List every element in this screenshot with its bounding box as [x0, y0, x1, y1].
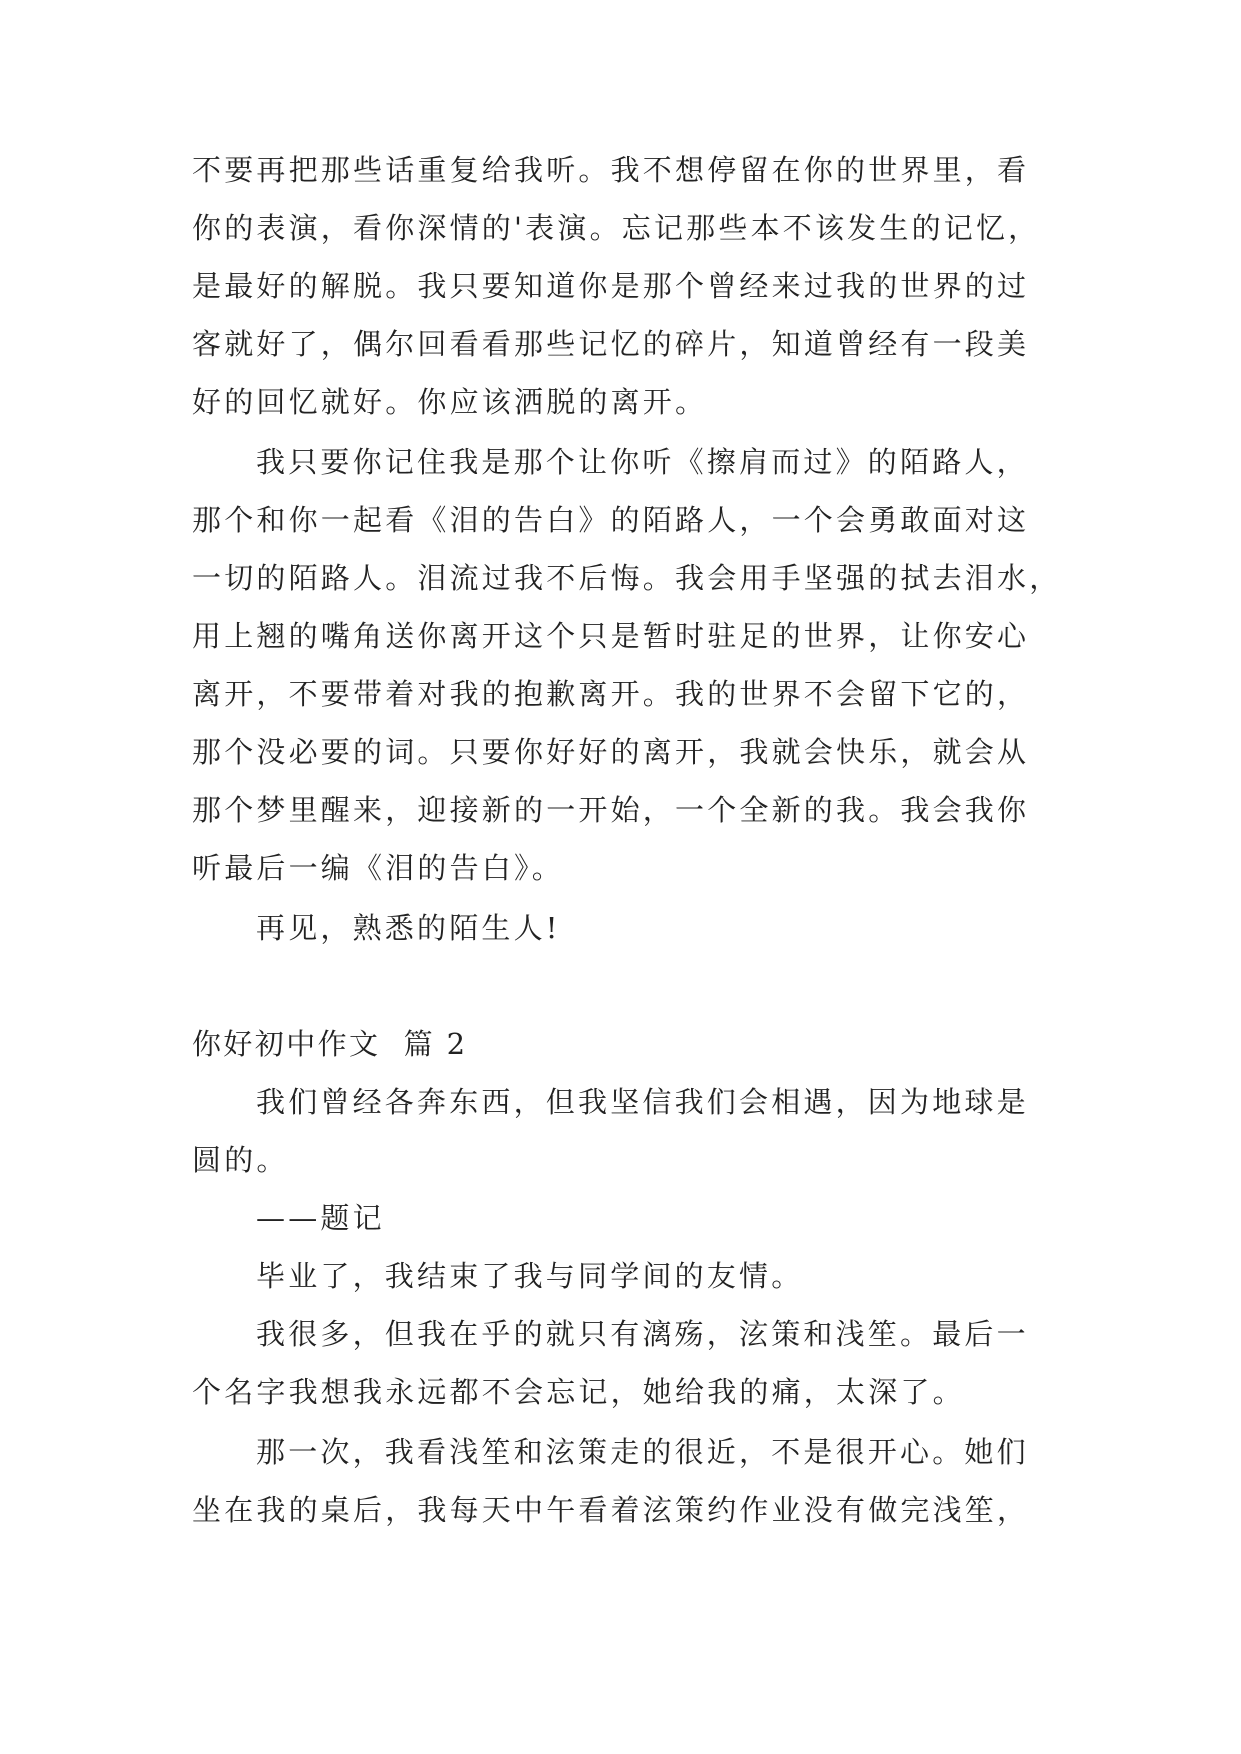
- text-line: 那个梦里醒来，迎接新的一开始，一个全新的我。我会我你: [192, 793, 1030, 827]
- text-line: 我很多，但我在乎的就只有漓殇，泫策和浅笙。最后一: [256, 1317, 1029, 1351]
- text-line: 用上翘的嘴角送你离开这个只是暂时驻足的世界，让你安心: [192, 619, 1030, 653]
- text-line: 听最后一编《泪的告白》。: [192, 851, 564, 885]
- text-line: 客就好了，偶尔回看看那些记忆的碎片，知道曾经有一段美: [192, 327, 1030, 361]
- text-line: 毕业了，我结束了我与同学间的友情。: [256, 1259, 804, 1293]
- text-line: 坐在我的桌后，我每天中午看着泫策约作业没有做完浅笙，: [192, 1493, 1030, 1527]
- text-line: 你的表演，看你深情的'表演。忘记那些本不该发生的记忆，: [192, 211, 1041, 245]
- epigraph: ——题记: [256, 1201, 385, 1235]
- text-line: 好的回忆就好。你应该洒脱的离开。: [192, 385, 708, 419]
- text-line: 我们曾经各奔东西，但我坚信我们会相遇，因为地球是: [256, 1085, 1029, 1119]
- text-line: 再见，熟悉的陌生人!: [256, 911, 561, 945]
- text-line: 一切的陌路人。泪流过我不后悔。我会用手坚强的拭去泪水，: [192, 561, 1062, 595]
- text-line: 是最好的解脱。我只要知道你是那个曾经来过我的世界的过: [192, 269, 1030, 303]
- text-line: 那个没必要的词。只要你好好的离开，我就会快乐，就会从: [192, 735, 1030, 769]
- text-line: 那个和你一起看《泪的告白》的陌路人，一个会勇敢面对这: [192, 503, 1030, 537]
- section-heading: 你好初中作文 篇 2: [192, 1027, 468, 1061]
- text-line: 圆的。: [192, 1143, 289, 1177]
- text-line: 那一次，我看浅笙和泫策走的很近，不是很开心。她们: [256, 1435, 1029, 1469]
- text-line: 我只要你记住我是那个让你听《擦肩而过》的陌路人，: [256, 445, 1029, 479]
- text-line: 个名字我想我永远都不会忘记，她给我的痛，太深了。: [192, 1375, 965, 1409]
- text-line: 不要再把那些话重复给我听。我不想停留在你的世界里，看: [192, 153, 1030, 187]
- text-line: 离开，不要带着对我的抱歉离开。我的世界不会留下它的，: [192, 677, 1030, 711]
